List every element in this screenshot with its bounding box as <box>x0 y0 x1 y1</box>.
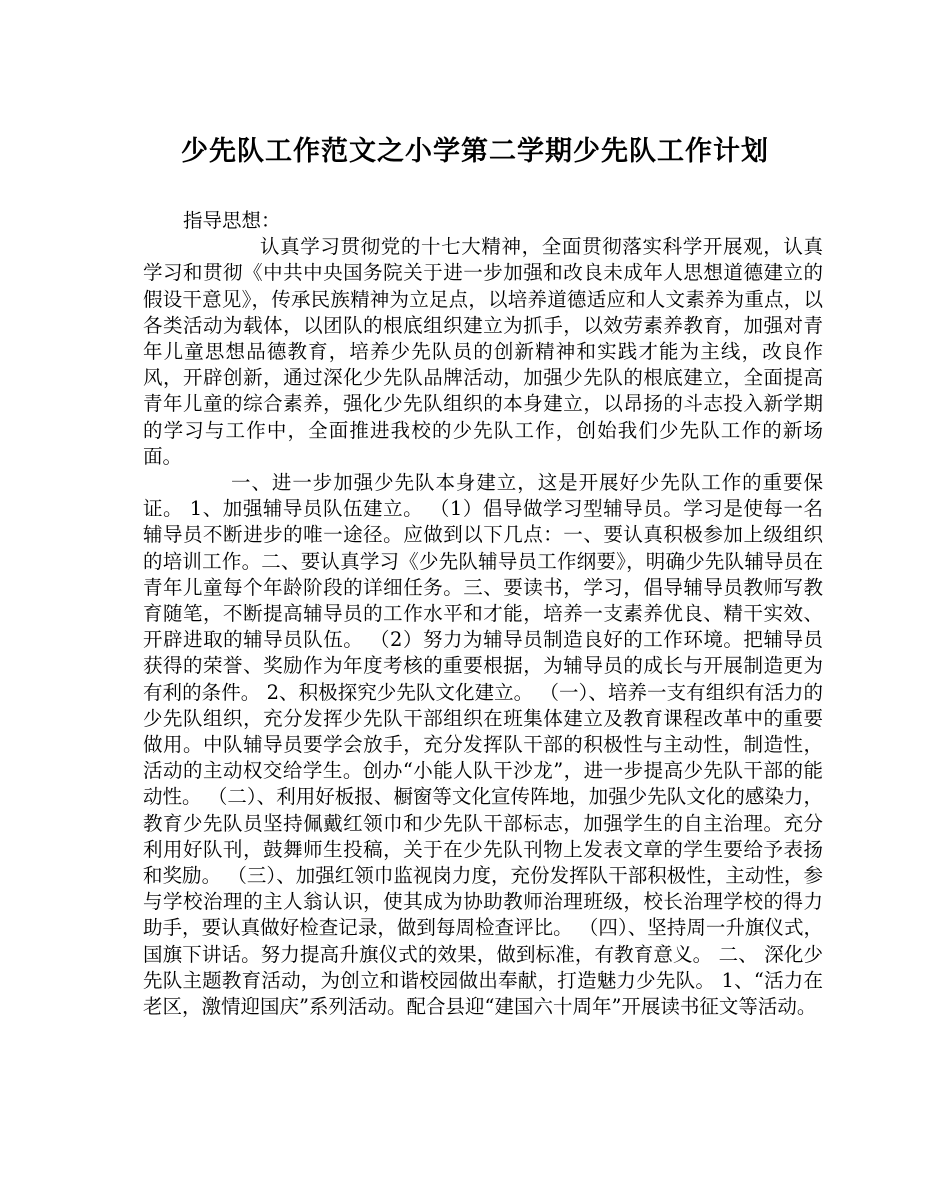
document-title: 少先队工作范文之小学第二学期少先队工作计划 <box>181 136 769 167</box>
work-plan-paragraph: 一、进一步加强少先队本身建立，这是开展好少先队工作的重要保证。 1、加强辅导员队伍建立。 （1）倡导做学习型辅导员。学习是使每一名辅导员不断进步的唯一途径。应做到以下几点：一、要认真积极参加上级组织的培训工作。二、要认真学习《少先队辅导员工作纲要》，明确少先队辅导员在青年儿童每个年龄阶段的详细任务。三、要读书，学习，倡导辅导员教师写教育随笔，不断提高辅导员的工作水平和才能，培养一支素养优良、精干实效、开辟进取的辅导员队伍。 （2）努力为辅导员制造良好的工作环境。把辅导员获得的荣誉、奖励作为年度考核的重要根据，为辅导员的成长与开展制造更为有利的条件。 2、积极探究少先队文化建立。 （一）、培养一支有组织有活力的少先队组织，充分发挥少先队干部组织在班集体建立及教育课程改革中的重要做用。中队辅导员要学会放手，充分发挥队干部的积极性与主动性，制造性，活动的主动权交给学生。创办“小能人队干沙龙”，进一步提高少先队干部的能动性。 （二）、利用好板报、橱窗等文化宣传阵地，加强少先队文化的感染力，教育少先队员坚持佩戴红领巾和少先队干部标志，加强学生的自主治理。充分利用好队刊，鼓舞师生投稿，关于在少先队刊物上发表文章的学生要给予表扬和奖励。 （三）、加强红领巾监视岗力度，充份发挥队干部积极性，主动性，参与学校治理的主人翁认识，使其成为协助教师治理班级，校长治理学校的得力助手，要认真做好检查记录，做到每周检查评比。 （四）、坚持周一升旗仪式，国旗下讲话。努力提高升旗仪式的效果，做到标准，有教育意义。 二、 深化少先队主题教育活动，为创立和谐校园做出奉献，打造魅力少先队。 1、“活力在老区，激情迎国庆”系列活动。配合县迎“建国六十周年”开展读书征文等活动。 <box>143 471 823 1019</box>
section-label: 指导思想： <box>183 209 281 232</box>
guiding-thought-paragraph: 认真学习贯彻党的十七大精神，全面贯彻落实科学开展观，认真学习和贯彻《中共中央国务院关于进一步加强和改良未成年人思想道德建立的假设干意见》，传承民族精神为立足点，以培养道德适应和人文素养为重点，以各类活动为载体，以团队的根底组织建立为抓手，以效劳素养教育，加强对青年儿童思想品德教育，培养少先队员的创新精神和实践才能为主线，改良作风，开辟创新，通过深化少先队品牌活动，加强少先队的根底建立，全面提高青年儿童的综合素养，强化少先队组织的本身建立，以昂扬的斗志投入新学期的学习与工作中，全面推进我校的少先队工作，创始我们少先队工作的新场面。 <box>143 235 823 468</box>
document-body <box>143 208 823 1020</box>
